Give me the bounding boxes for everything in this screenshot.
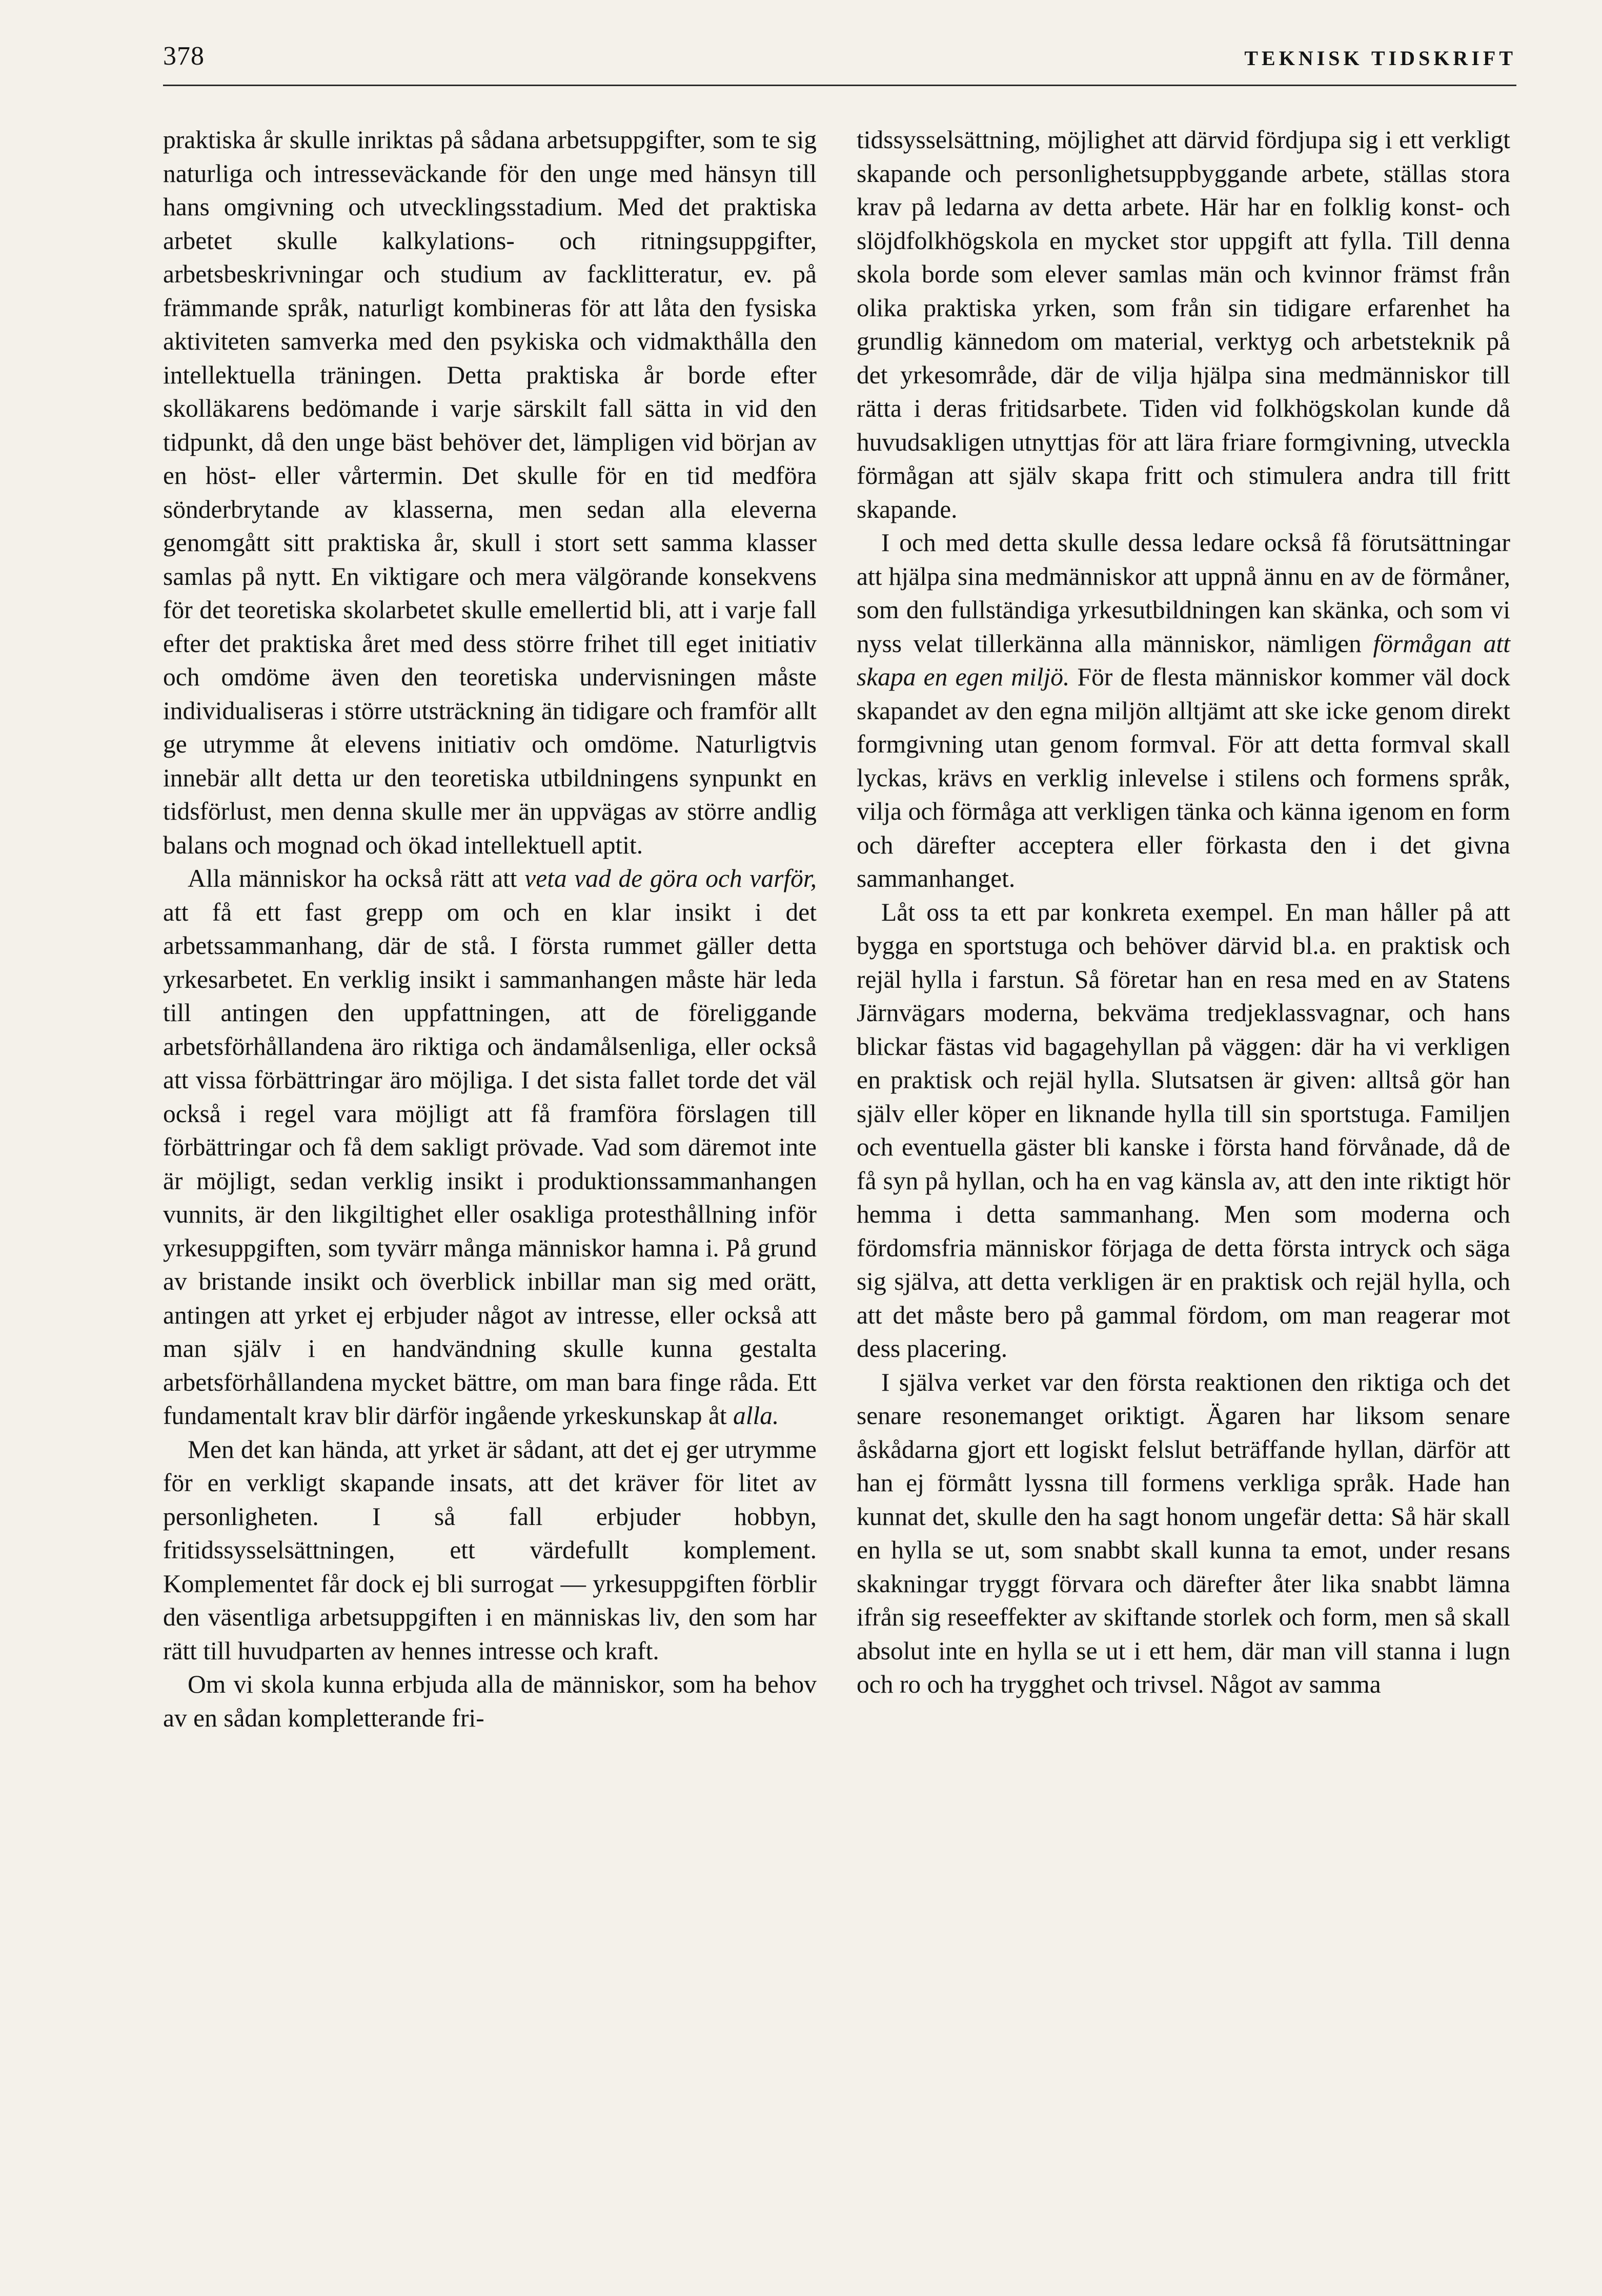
header-rule (163, 85, 1516, 86)
paragraph: tidssysselsättning, möjlighet att därvid fördjupa sig i ett verkligt skapande och personlighetsuppbyggande arbete, ställas stora krav på ledarna av detta arbete. Här har en folklig konst- och slöjdfolkhögskola en mycket stor uppgift att fylla. Till denna skola borde som elever samlas män och kvinnor främst från olika praktiska yrken, som från sin tidigare erfarenhet ha grundlig kännedom om material, verktyg och arbetsteknik på det yrkesområde, där de vilja hjälpa sina medmänniskor till rätta i deras fritidsarbete. Tiden vid folkhögskolan kunde då huvudsakligen utnyttjas för att lära friare formgivning, utveckla förmågan att själv skapa fritt och stimulera andra till fritt skapande. (857, 126, 1510, 523)
emphasis-text: förmågan att skapa en egen miljö. (857, 629, 1510, 691)
text-run: För de flesta människor kommer väl dock skapandet av den egna miljön alltjämt att ske icke genom direkt formgivning utan genom formval. För att detta formval skall lyckas, krävs en verklig inlevelse i stilens och formens språk, vilja och förmåga att verkligen tänka och känna igenom en form och därefter acceptera eller förkasta den i det givna sammanhanget. (857, 663, 1510, 892)
paragraph: Men det kan hända, att yrket är sådant, att det ej ger utrymme för en verkligt skapande insats, att det kräver för litet av personligheten. I så fall erbjuder hobbyn, fritidssysselsättningen, ett värdefullt komplement. Komplementet får dock ej bli surrogat — yrkesuppgiften förblir den väsentliga arbetsuppgiften i en människas liv, den som har rätt till huvudparten av hennes intresse och kraft. (163, 1435, 817, 1665)
running-header (163, 41, 1516, 83)
paragraph (857, 526, 1510, 896)
paragraph: I själva verket var den första reaktionen den riktiga och det senare resonemanget oriktigt. Ägaren har liksom senare åskådarna gjort ett logiskt felslut beträffande hyllan, därför att han ej förmått lyssna till formens verkliga språk. Hade han kunnat det, skulle den ha sagt honom ungefär detta: Så här skall en hylla se ut, som snabbt skall kunna ta emot, under resans skakningar tryggt förvara och därefter åter lika snabbt lämna ifrån sig reseeffekter av skiftande storlek och form, men så skall absolut inte en hylla se ut i ett hem, där man vill stanna i lugn och ro och ha trygghet och trivsel. Något av samma (857, 1368, 1510, 1698)
emphasis-text: alla. (733, 1401, 779, 1430)
text-run: att få ett fast grepp om och en klar insikt i det arbetssammanhang, där de stå. I första rummet gäller detta yrkesarbetet. En verklig insikt i sammanhangen måste här leda till antingen den uppfattningen, att de föreliggande arbetsförhållandena äro riktiga och ändamålsenliga, eller också att vissa förbättringar äro möjliga. I det sista fallet torde det väl också i regel vara möjligt att få framföra förslagen till förbättringar och få dem sakligt prövade. Vad som däremot inte är möjligt, sedan verklig insikt i produktionssammanhangen vunnits, är den likgiltighet eller osakliga protesthållning inför yrkesuppgiften, som tyvärr många människor hamna i. På grund av bristande insikt och överblick inbillar man sig med orätt, antingen att yrket ej erbjuder något av intresse, eller också att man själv i en handvändning skulle kunna gestalta arbetsförhållandena mycket bättre, om man bara finge råda. Ett fundamentalt krav blir därför ingående yrkeskunskap åt (163, 898, 817, 1430)
paragraph: Låt oss ta ett par konkreta exempel. En man håller på att bygga en sportstuga och behöver därvid bl.a. en praktisk och rejäl hylla i farstun. Så företar han en resa med en av Statens Järnvägars moderna, bekväma tredjeklassvagnar, och hans blickar fästas vid bagagehyllan på väggen: där ha vi verkligen en praktisk och rejäl hylla. Slutsatsen är given: alltså gör han själv eller köper en liknande hylla till sin sportstuga. Familjen och eventuella gäster bli kanske i första hand förvånade, då de få syn på hyllan, och ha en vag känsla av, att den inte riktigt hör hemma i detta sammanhang. Men som moderna och fördomsfria människor förjaga de detta första intryck och säga sig själva, att detta verkligen är en praktisk och rejäl hylla, och att det måste bero på gammal fördom, om man reagerar mot dess placering. (857, 898, 1510, 1363)
paragraph: Om vi skola kunna erbjuda alla de människor, som ha behov av en sådan kompletterande fri- (163, 1670, 817, 1732)
right-column (857, 123, 1510, 1701)
text-run: Alla människor ha också rätt att (188, 864, 525, 892)
left-column (163, 123, 817, 1735)
paragraph (163, 862, 817, 1433)
emphasis-text: veta vad de göra och varför, (524, 864, 817, 892)
journal-title: TEKNISK TIDSKRIFT (1244, 47, 1516, 70)
paragraph: praktiska år skulle inriktas på sådana arbetsuppgifter, som te sig naturliga och intresseväckande för den unge med hänsyn till hans omgivning och utvecklingsstadium. Med det praktiska arbetet skulle kalkylations- och ritningsuppgifter, arbetsbeskrivningar och studium av facklitteratur, ev. på främmande språk, naturligt kombineras för att låta den fysiska aktiviteten samverka med den psykiska och vidmakthålla den intellektuella träningen. Detta praktiska år borde efter skolläkarens bedömande i varje särskilt fall sätta in vid den tidpunkt, då den unge bäst behöver det, lämpligen vid början av en höst- eller vårtermin. Det skulle för en tid medföra sönderbrytande av klasserna, men sedan alla eleverna genomgått sitt praktiska år, skull i stort sett samma klasser samlas på nytt. En viktigare och mera välgörande konsekvens för det teoretiska skolarbetet skulle emellertid bli, att i varje fall efter det praktiska året med dess större frihet till eget initiativ och omdöme även den teoretiska undervisningen måste individualiseras i större utsträckning än tidigare och framför allt ge utrymme åt elevens initiativ och omdöme. Naturligtvis innebär allt detta ur den teoretiska utbildningens synpunkt en tidsförlust, men denna skulle mer än uppvägas av större andlig balans och mognad och ökad intellektuell aptit. (163, 126, 817, 859)
page-number: 378 (163, 42, 205, 71)
text-run: I och med detta skulle dessa ledare också få förutsättningar att hjälpa sina medmänniskor att uppnå ännu en av de förmåner, som den fullständiga yrkesutbildningen kan skänka, och som vi nyss velat tillerkänna alla människor, nämligen (857, 529, 1510, 658)
